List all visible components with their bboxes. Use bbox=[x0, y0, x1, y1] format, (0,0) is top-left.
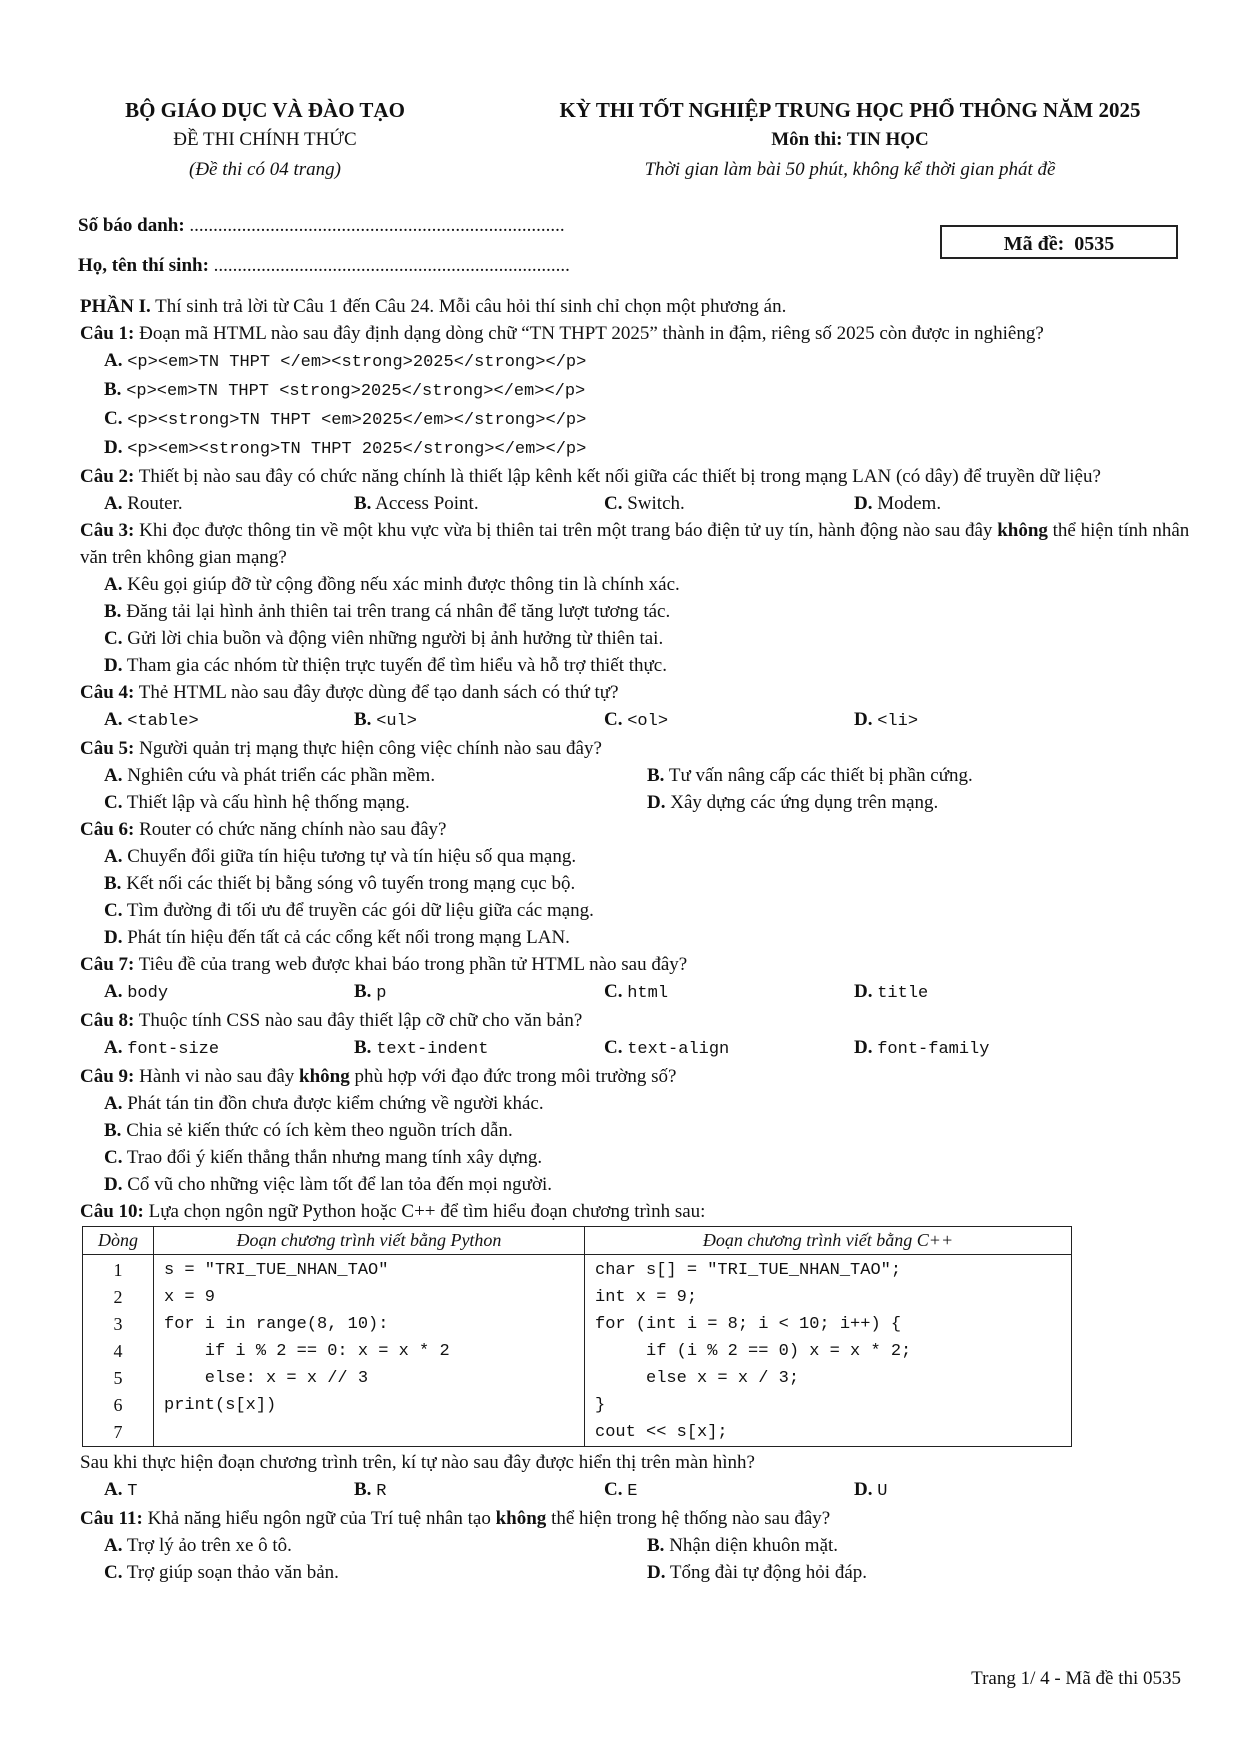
python-code: else: x = x // 3 bbox=[154, 1365, 585, 1392]
q10-options bbox=[80, 1476, 1190, 1505]
line-number: 2 bbox=[83, 1284, 154, 1311]
q3-option-c: C. Gửi lời chia buồn và động viên những người bị ảnh hưởng từ thiên tai. bbox=[104, 628, 664, 649]
python-code bbox=[154, 1419, 585, 1447]
header-left bbox=[95, 95, 435, 185]
cpp-code: int x = 9; bbox=[585, 1284, 1072, 1311]
cpp-code: else x = x / 3; bbox=[585, 1365, 1072, 1392]
table-row bbox=[83, 1255, 1072, 1285]
line-number: 7 bbox=[83, 1419, 154, 1447]
table-row bbox=[83, 1365, 1072, 1392]
col-python-header: Đoạn chương trình viết bằng Python bbox=[154, 1227, 585, 1255]
candidate-name-line bbox=[78, 255, 570, 277]
q7-option-c: C. html bbox=[604, 981, 669, 1003]
exam-code: 0535 bbox=[1074, 233, 1115, 255]
python-code: for i in range(8, 10): bbox=[154, 1311, 585, 1338]
part1-instruction: PHẦN I. Thí sinh trả lời từ Câu 1 đến Câu 24. Mỗi câu hỏi thí sinh chỉ chọn một phương án. bbox=[80, 296, 787, 317]
q8-option-c: C. text-align bbox=[604, 1037, 730, 1059]
cpp-code: char s[] = "TRI_TUE_NHAN_TAO"; bbox=[585, 1255, 1072, 1285]
line-number: 4 bbox=[83, 1338, 154, 1365]
candidate-name-dots: ........................................................................... bbox=[213, 255, 570, 276]
python-code: print(s[x]) bbox=[154, 1392, 585, 1419]
table-row bbox=[83, 1392, 1072, 1419]
col-cpp-header: Đoạn chương trình viết bằng C++ bbox=[585, 1227, 1072, 1255]
q2-option-d: D. Modem. bbox=[854, 493, 942, 514]
q8-options bbox=[80, 1034, 1190, 1063]
question-8: Câu 8: Thuộc tính CSS nào sau đây thiết lập cỡ chữ cho văn bản? bbox=[80, 1010, 583, 1031]
question-2: Câu 2: Thiết bị nào sau đây có chức năng chính là thiết lập kênh kết nối giữa các thiết bị trong mạng LAN (có dây) để truyền dữ liệu? bbox=[80, 466, 1101, 487]
q4-option-c: C. <ol> bbox=[604, 709, 669, 731]
table-row bbox=[83, 1284, 1072, 1311]
time-note: Thời gian làm bài 50 phút, không kể thời gian phát đề bbox=[644, 159, 1056, 180]
question-7: Câu 7: Tiêu đề của trang web được khai báo trong phần tử HTML nào sau đây? bbox=[80, 954, 688, 975]
candidate-number-label: Số báo danh: bbox=[78, 215, 185, 236]
question-10-prompt: Sau khi thực hiện đoạn chương trình trên, kí tự nào sau đây được hiển thị trên màn hình? bbox=[80, 1452, 755, 1473]
q8-option-d: D. font-family bbox=[854, 1037, 990, 1059]
question-11: Câu 11: Khả năng hiểu ngôn ngữ của Trí tuệ nhân tạo không thể hiện trong hệ thống nào sau đây? bbox=[80, 1508, 831, 1529]
line-number: 3 bbox=[83, 1311, 154, 1338]
q6-option-b: B. Kết nối các thiết bị bằng sóng vô tuyến trong mạng cục bộ. bbox=[104, 873, 576, 894]
exam-code-box bbox=[940, 225, 1178, 259]
question-3: Câu 3: Khi đọc được thông tin về một khu vực vừa bị thiên tai trên một trang báo điện tử uy tín, hành động nào sau đây không thể hiện tính nhân văn trên không gian mạng? bbox=[80, 520, 1190, 568]
cpp-code: for (int i = 8; i < 10; i++) { bbox=[585, 1311, 1072, 1338]
q7-option-a: A. body bbox=[104, 981, 169, 1003]
python-code: s = "TRI_TUE_NHAN_TAO" bbox=[154, 1255, 585, 1285]
exam-code-label: Mã đề: bbox=[1003, 233, 1065, 255]
q8-option-a: A. font-size bbox=[104, 1037, 220, 1059]
question-6: Câu 6: Router có chức năng chính nào sau đây? bbox=[80, 819, 447, 840]
cpp-code: } bbox=[585, 1392, 1072, 1419]
q4-option-a: A. <table> bbox=[104, 709, 199, 731]
q2-option-a: A. Router. bbox=[104, 493, 183, 514]
q3-option-a: A. Kêu gọi giúp đỡ từ cộng đồng nếu xác minh được thông tin là chính xác. bbox=[104, 574, 680, 595]
q11-option-d: D. Tổng đài tự động hỏi đáp. bbox=[647, 1562, 868, 1583]
question-9: Câu 9: Hành vi nào sau đây không phù hợp với đạo đức trong môi trường số? bbox=[80, 1066, 677, 1087]
q1-option-d: D. <p><em><strong>TN THPT 2025</strong></em></p> bbox=[104, 437, 587, 459]
subject-name: TIN HỌC bbox=[846, 129, 929, 150]
col-line-header: Dòng bbox=[83, 1227, 154, 1255]
table-row bbox=[83, 1338, 1072, 1365]
line-number: 5 bbox=[83, 1365, 154, 1392]
q1-option-b: B. <p><em>TN THPT <strong>2025</strong></em></p> bbox=[104, 379, 586, 401]
q8-option-b: B. text-indent bbox=[354, 1037, 489, 1059]
question-4: Câu 4: Thẻ HTML nào sau đây được dùng để tạo danh sách có thứ tự? bbox=[80, 682, 619, 703]
q5-option-a: A. Nghiên cứu và phát triển các phần mềm. bbox=[104, 765, 436, 786]
q5-option-d: D. Xây dựng các ứng dụng trên mạng. bbox=[647, 792, 939, 813]
q1-option-c: C. <p><strong>TN THPT <em>2025</em></strong></p> bbox=[104, 408, 587, 430]
q6-option-c: C. Tìm đường đi tối ưu để truyền các gói dữ liệu giữa các mạng. bbox=[104, 900, 594, 921]
q5-options-row1 bbox=[80, 762, 1190, 789]
q11-options-row1 bbox=[80, 1532, 1190, 1559]
q11-options-row2 bbox=[80, 1559, 1190, 1586]
q2-options bbox=[80, 490, 1190, 517]
q11-option-a: A. Trợ lý ảo trên xe ô tô. bbox=[104, 1535, 292, 1556]
q4-option-d: D. <li> bbox=[854, 709, 919, 731]
python-code: if i % 2 == 0: x = x * 2 bbox=[154, 1338, 585, 1365]
q4-option-b: B. <ul> bbox=[354, 709, 417, 731]
q9-option-d: D. Cổ vũ cho những việc làm tốt để lan tỏa đến mọi người. bbox=[104, 1174, 553, 1195]
line-number: 1 bbox=[83, 1255, 154, 1285]
question-5: Câu 5: Người quản trị mạng thực hiện công việc chính nào sau đây? bbox=[80, 738, 602, 759]
candidate-name-label: Họ, tên thí sinh: bbox=[78, 255, 209, 276]
q10-option-d: D. U bbox=[854, 1479, 888, 1501]
q2-option-c: C. Switch. bbox=[604, 493, 685, 514]
q11-option-b: B. Nhận diện khuôn mặt. bbox=[647, 1535, 839, 1556]
q4-options bbox=[80, 706, 1190, 735]
candidate-number-dots: ............................................................................... bbox=[189, 215, 565, 236]
question-1: Câu 1: Đoạn mã HTML nào sau đây định dạng dòng chữ “TN THPT 2025” thành in đậm, riêng số 2025 còn được in nghiêng? bbox=[80, 323, 1044, 344]
question-10: Câu 10: Lựa chọn ngôn ngữ Python hoặc C++ để tìm hiểu đoạn chương trình sau: bbox=[80, 1201, 706, 1222]
exam-title: KỲ THI TỐT NGHIỆP TRUNG HỌC PHỔ THÔNG NĂM 2025 bbox=[559, 98, 1141, 122]
table-row bbox=[83, 1311, 1072, 1338]
q10-option-b: B. R bbox=[354, 1479, 387, 1501]
q11-option-c: C. Trợ giúp soạn thảo văn bản. bbox=[104, 1562, 339, 1583]
code-table bbox=[82, 1226, 1072, 1447]
q10-option-c: C. E bbox=[604, 1479, 638, 1501]
q1-option-a: A. <p><em>TN THPT </em><strong>2025</strong></p> bbox=[104, 350, 587, 372]
ministry-name: BỘ GIÁO DỤC VÀ ĐÀO TẠO bbox=[125, 98, 405, 122]
q6-option-d: D. Phát tín hiệu đến tất cả các cổng kết nối trong mạng LAN. bbox=[104, 927, 570, 948]
q5-option-c: C. Thiết lập và cấu hình hệ thống mạng. bbox=[104, 792, 410, 813]
q9-option-a: A. Phát tán tin đồn chưa được kiểm chứng về người khác. bbox=[104, 1093, 544, 1114]
q7-option-b: B. p bbox=[354, 981, 387, 1003]
page-footer: Trang 1/ 4 - Mã đề thi 0535 bbox=[971, 1668, 1181, 1689]
cpp-code: cout << s[x]; bbox=[585, 1419, 1072, 1447]
q9-option-b: B. Chia sẻ kiến thức có ích kèm theo nguồn trích dẫn. bbox=[104, 1120, 513, 1141]
q5-options-row2 bbox=[80, 789, 1190, 816]
code-table-header bbox=[83, 1227, 1072, 1255]
table-row bbox=[83, 1419, 1072, 1447]
q10-option-a: A. T bbox=[104, 1479, 138, 1501]
subject-line: Môn thi: TIN HỌC bbox=[771, 129, 929, 150]
questions-block bbox=[80, 293, 1190, 1586]
cpp-code: if (i % 2 == 0) x = x * 2; bbox=[585, 1338, 1072, 1365]
python-code: x = 9 bbox=[154, 1284, 585, 1311]
line-number: 6 bbox=[83, 1392, 154, 1419]
q7-option-d: D. title bbox=[854, 981, 929, 1003]
q9-option-c: C. Trao đổi ý kiến thẳng thắn nhưng mang tính xây dựng. bbox=[104, 1147, 543, 1168]
official-label: ĐỀ THI CHÍNH THỨC bbox=[173, 129, 357, 150]
q3-option-d: D. Tham gia các nhóm từ thiện trực tuyến để tìm hiểu và hỗ trợ thiết thực. bbox=[104, 655, 667, 676]
q7-options bbox=[80, 978, 1190, 1007]
pages-note: (Đề thi có 04 trang) bbox=[189, 159, 341, 180]
header-right bbox=[500, 95, 1200, 185]
q6-option-a: A. Chuyển đổi giữa tín hiệu tương tự và tín hiệu số qua mạng. bbox=[104, 846, 577, 867]
candidate-number-line bbox=[78, 215, 565, 237]
q3-option-b: B. Đăng tải lại hình ảnh thiên tai trên trang cá nhân để tăng lượt tương tác. bbox=[104, 601, 671, 622]
q5-option-b: B. Tư vấn nâng cấp các thiết bị phần cứng. bbox=[647, 765, 973, 786]
q2-option-b: B. Access Point. bbox=[354, 493, 479, 514]
